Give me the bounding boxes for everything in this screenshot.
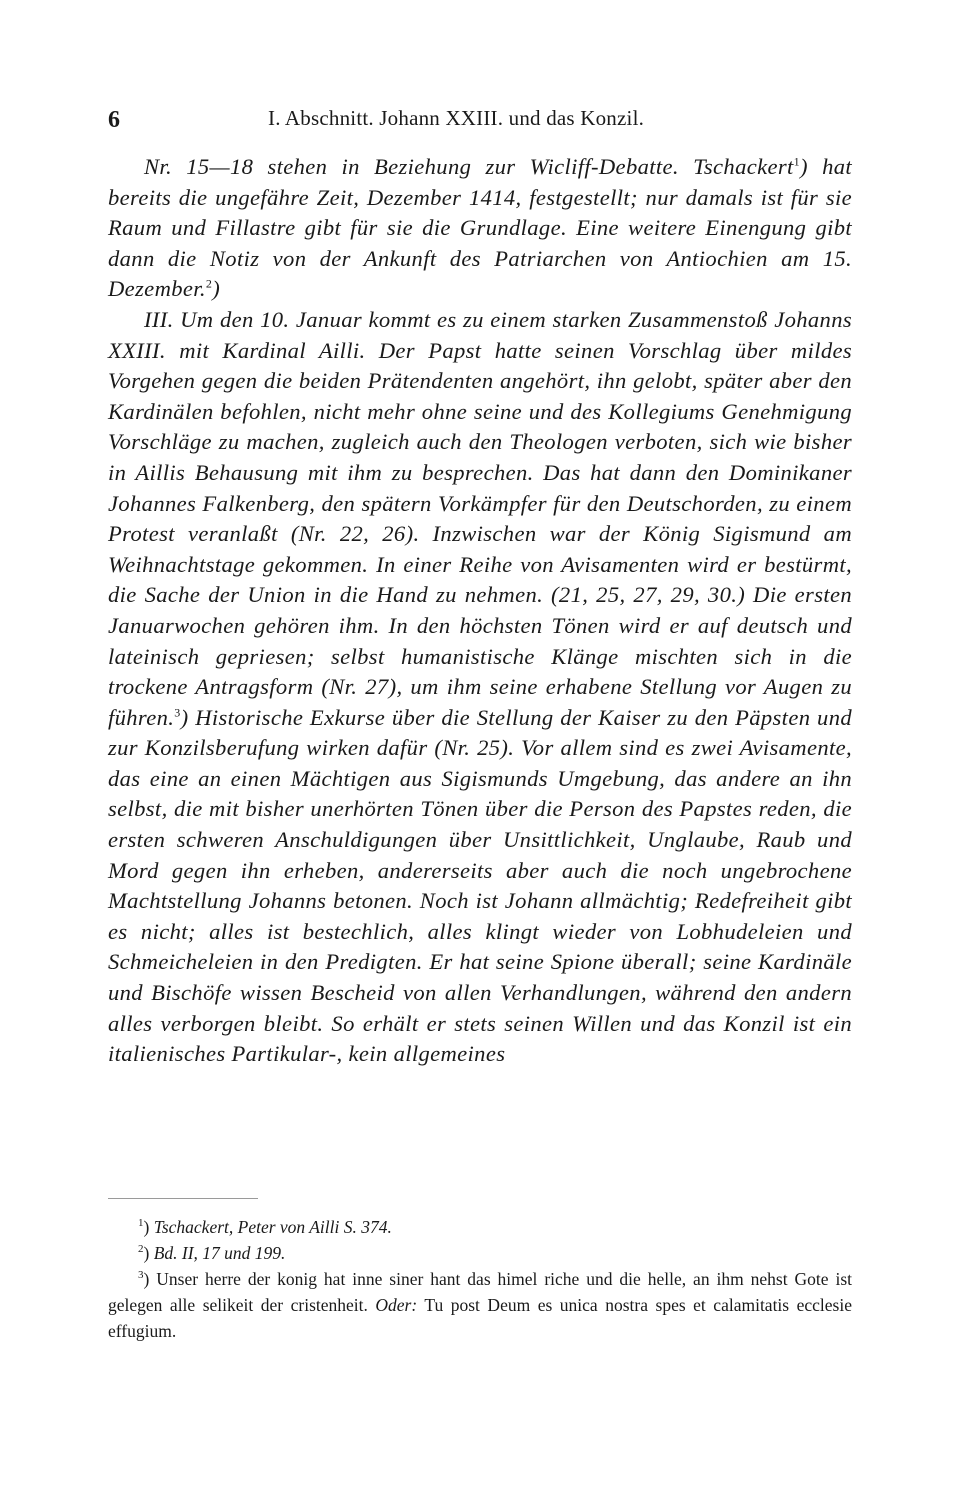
footnote-3-marker: 3 [138,1269,144,1282]
footnote-3-text-after: Tu post Deum es unica nostra spes et calamitatis ecclesie effugium. [108,1295,852,1341]
footnote-ref-3: 3 [174,705,181,720]
page-header [108,100,858,136]
footnote-3-text: Unser herre der konig hat inne siner hant das himel riche und die helle, an ihm nehst Gote ist gelegen alle selikeit der cristenheit. [108,1269,853,1315]
main-text [108,152,852,1070]
footnote-2-text: Bd. II, 17 und 199. [153,1243,286,1263]
footnote-1-marker: 1 [138,1217,144,1230]
footnote-ref-2: 2 [205,276,213,291]
footnote-ref-1: 1 [793,154,800,169]
paragraph-1-text-a: Nr. 15—18 stehen in Beziehung zur Wicliff-Debatte. Tschackert [144,154,794,179]
running-title: I. Abschnitt. Johann XXIII. und das Konzil. [268,106,645,130]
footnotes [108,1214,852,1344]
paragraph-1 [108,152,852,305]
footnote-2: $^2$) Bd. II, 17 und 199. [138,1243,286,1263]
footnote-1: $^1$) Tschackert, Peter von Ailli S. 374. [138,1217,392,1237]
footnote-2-marker: 2 [138,1243,144,1256]
page-number: 6 [108,107,120,133]
paragraph-2-text-b: ) Historische Exkurse über die Stellung der Kaiser zu den Päpsten und zur Konzilsberufung wirken dafür (Nr. 25). Vor allem sind es zwei Avisamente, das eine an einen Mächtigen aus Sigismunds Umgebung, das andere an ihn selbst, die mit bisher unerhörten Tönen über die Person des Papstes reden, die ersten schweren Anschuldigungen über Unsittlichkeit, Unglaube, Raub und Mord gegen ihn erheben, andererseits aber auch die noch ungebrochene Machtstellung Johanns betonen. Noch ist Johann allmächtig; Redefreiheit gibt es nicht; alles ist bestechlich, alles klingt wieder von Lobhudeleien und Schmeicheleien in den Predigten. Er hat seine Spione überall; seine Kardinäle und Bischöfe wissen Bescheid von allen Verhandlungen, während den andern alles verborgen bleibt. So erhält er stets seinen Willen und das Konzil ist ein italienisches Partikular-, kein allgemeines [108,704,852,1067]
paragraph-1-text-c: ) [212,276,221,302]
footnote-3-oder: Oder: [375,1295,418,1315]
paragraph-1-text-b: ) hat bereits die ungefähre Zeit, Dezember 1414, festgestellt; nur damals ist für sie Raum und Fillastre gibt für sie die Grundlage. Eine weitere Einengung gibt dann die Notiz von der Ankunft des Patriarchen von Antiochien am 15. Dezember. [108,154,852,302]
footnote-separator [108,1198,258,1199]
footnote-3: $^3$) Unser herre der konig hat inne siner hant das himel riche und die helle, an ihm nehst Gote ist gelegen alle selikeit der cristenheit. Oder: Tu post Deum es unica nostra spes et calamitatis ecclesie effugium. [108,1269,853,1341]
paragraph-2-text-a: III. Um den 10. Januar kommt es zu einem starken Zusammenstoß Johanns XXIII. mit Kardinal Ailli. Der Papst hatte seinen Vorschlag über mildes Vorgehen gegen die beiden Prätendenten angehört, ihn gelobt, später aber den Kardinälen befohlen, nicht mehr ohne seine und des Kollegiums Genehmigung Vorschläge zu machen, zugleich auch den Theologen verboten, sich wie bisher in Aillis Behausung mit ihm zu besprechen. Das hat dann den Dominikaner Johannes Falkenberg, den spätern Vorkämpfer für den Deutschorden, zu einem Protest veranlaßt (Nr. 22, 26). Inzwischen war der König Sigismund am Weihnachtstage gekommen. In einer Reihe von Avisamenten wird er bestürmt, die Sache der Union in die Hand zu nehmen. (21, 25, 27, 29, 30.) Die ersten Januarwochen gehören ihm. In den höchsten Tönen wird er auf deutsch und lateinisch gepriesen; selbst humanistische Klänge mischten sich in die trockene Antragsform (Nr. 27), um ihm seine erhabene Stellung vor Augen zu führen. [108,306,852,730]
paragraph-2 [108,305,852,1070]
footnote-1-text: Tschackert, Peter von Ailli S. 374. [153,1217,392,1237]
